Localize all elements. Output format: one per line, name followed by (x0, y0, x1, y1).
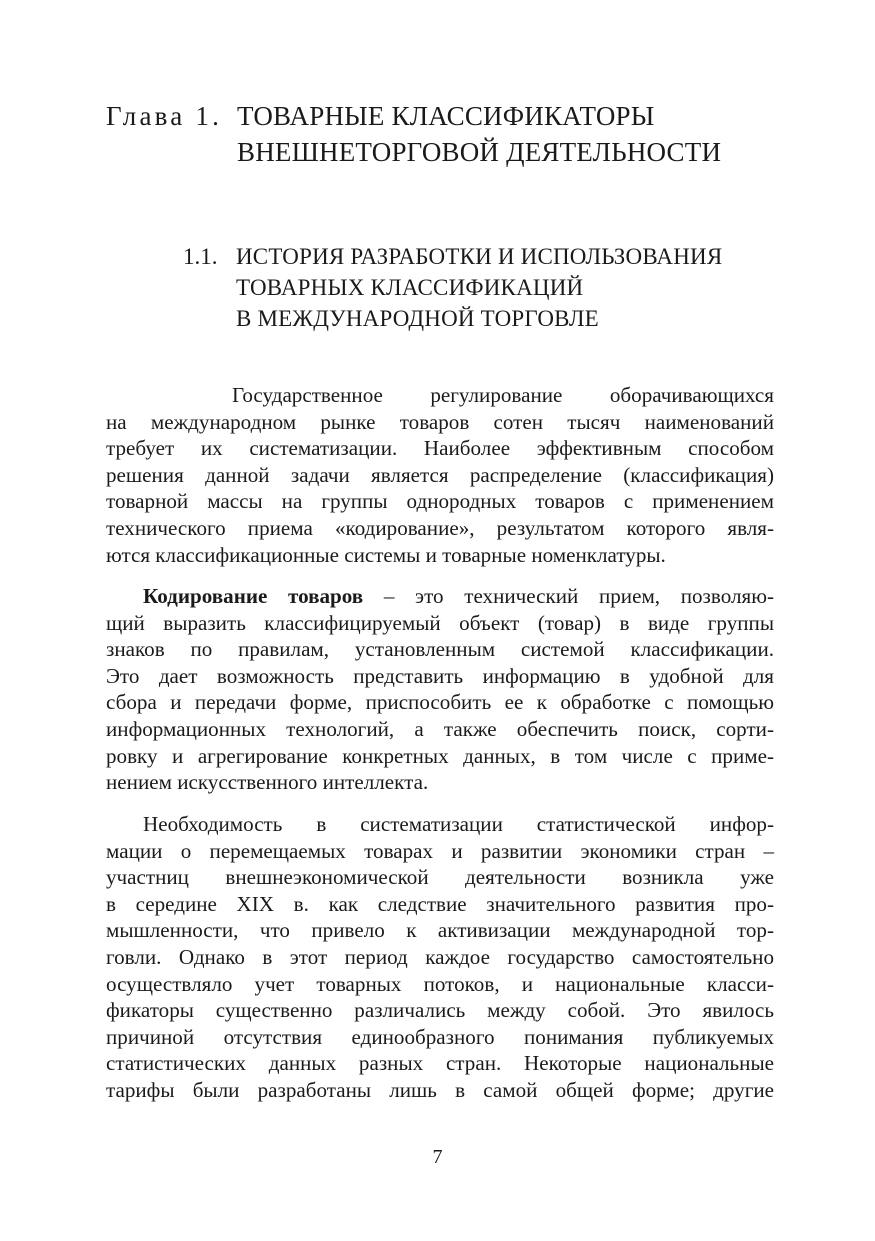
text-line: причиной отсутствия единообразного понимания публикуемых (106, 1024, 774, 1049)
text-line: информационных технологий, а также обеспечить поиск, сорти- (106, 716, 774, 741)
text-line: тарифы были разработаны лишь в самой общей форме; другие (106, 1077, 774, 1102)
text-line: говли. Однако в этот период каждое государство самостоятельно (106, 944, 774, 969)
text-line: участниц внешнеэкономической деятельности возникла уже (106, 865, 774, 890)
text-line: в середине XIX в. как следствие значительного развития про- (106, 891, 774, 916)
text-line: Необходимость в систематизации статистической инфор- (143, 812, 774, 836)
text-line: требует их систематизации. Наиболее эффективным способом (106, 436, 774, 461)
page-number: 7 (432, 1146, 443, 1168)
chapter-label: Глава 1. (106, 101, 223, 131)
text-line: решения данной задачи является распределение (классификация) (106, 462, 774, 487)
bold-term: Кодирование товаров (143, 584, 364, 608)
text-line: статистических данных разных стран. Некоторые национальные (106, 1051, 774, 1076)
text-line: сбора и передачи форме, приспособить ее к обработке с помощью (106, 690, 774, 715)
text-line: ются классификационные системы и товарные номенклатуры. (106, 542, 666, 567)
text-span: – это технический прием, позволяю- (363, 584, 774, 608)
text-line (106, 583, 774, 610)
section-title-line: ТОВАРНЫХ КЛАССИФИКАЦИЙ (236, 275, 584, 300)
text-line: фикаторы существенно различались между собой. Это явилось (106, 998, 774, 1023)
text-line: Это дает возможность представить информацию в удобной для (106, 663, 774, 688)
text-line: на международном рынке товаров сотен тысяч наименований (106, 409, 774, 434)
chapter-title (237, 98, 721, 170)
paragraph-1 (106, 382, 774, 568)
paragraph-2 (106, 583, 774, 796)
text-line: ровку и агрегирование конкретных данных, в том числе с приме- (106, 743, 774, 768)
text-line: мышленности, что привело к активизации международной тор- (106, 918, 774, 943)
section-title-line: ИСТОРИЯ РАЗРАБОТКИ И ИСПОЛЬЗОВАНИЯ (236, 244, 723, 269)
text-line: знаков по правилам, установленным системой классификации. (106, 637, 774, 662)
text-line: технического приема «кодирование», результатом которого явля- (106, 515, 774, 540)
text-line: товарной массы на группы однородных товаров с применением (106, 489, 774, 514)
section-title (236, 241, 722, 334)
chapter-title-line: ТОВАРНЫЕ КЛАССИФИКАТОРЫ (237, 101, 655, 131)
text-line: нением искусственного интеллекта. (106, 770, 429, 795)
section-number: 1.1. (183, 244, 218, 269)
text-line: щий выразить классифицируемый объект (товар) в виде группы (106, 610, 774, 635)
chapter-title-line: ВНЕШНЕТОРГОВОЙ ДЕЯТЕЛЬНОСТИ (237, 137, 722, 167)
section-title-line: В МЕЖДУНАРОДНОЙ ТОРГОВЛЕ (236, 306, 599, 331)
text-line: осуществляло учет товарных потоков, и национальные класси- (106, 971, 774, 996)
text-line: Государственное регулирование оборачивающихся (232, 383, 774, 407)
paragraph-3 (106, 811, 774, 1104)
text-line: мации о перемещаемых товарах и развитии экономики стран – (106, 838, 774, 863)
